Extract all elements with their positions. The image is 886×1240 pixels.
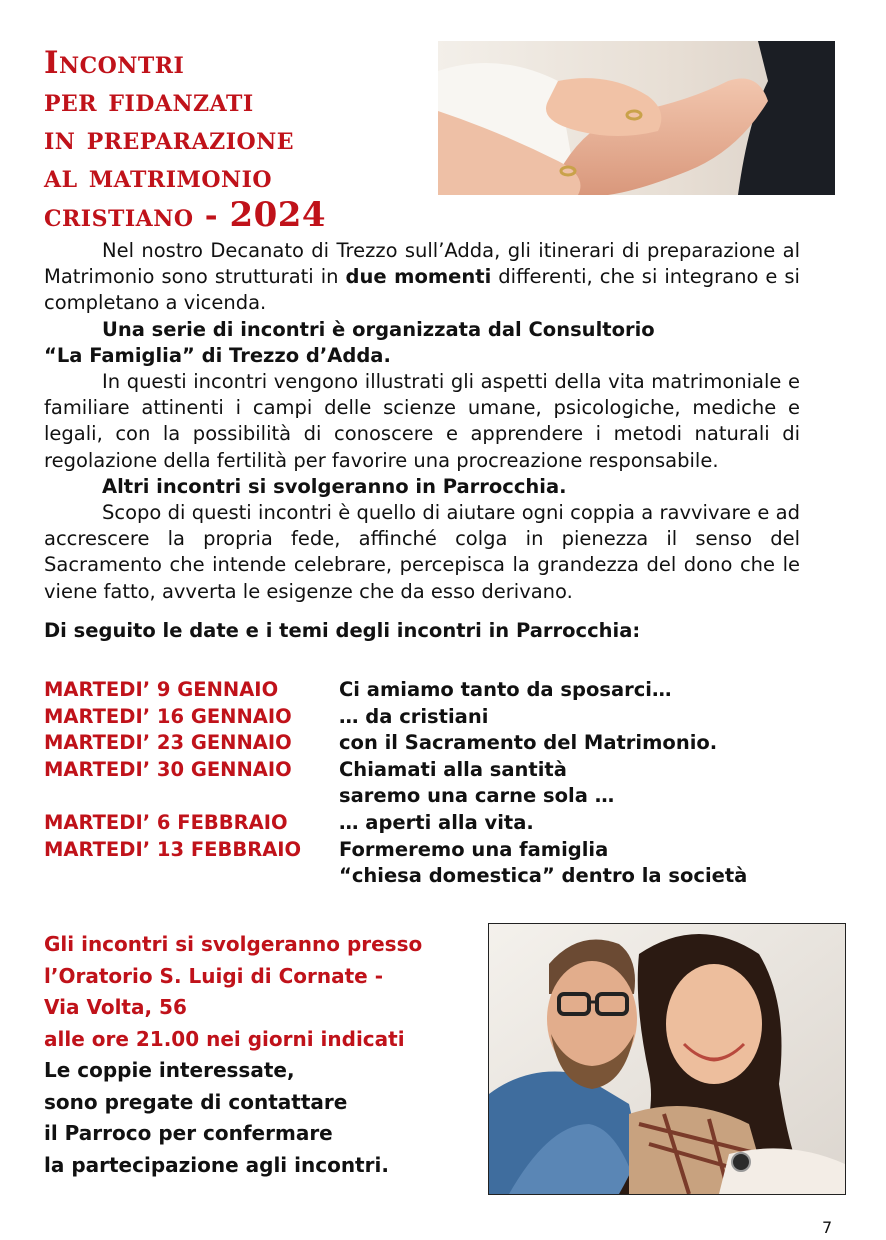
intro-paragraph <box>44 238 800 317</box>
consultorio-heading <box>44 317 800 369</box>
consultorio-line: “La Famiglia” di Trezzo d’Adda. <box>44 343 391 367</box>
schedule-topic: con il Sacramento del Matrimonio. <box>339 731 718 755</box>
schedule-date: MARTEDI’ 23 GENNAIO <box>44 731 292 755</box>
title-line: Incontri <box>44 45 185 81</box>
intro-paragraph: In questi incontri vengono illustrati gli aspetti della vita matrimoniale e familiare attinenti i campi delle scienze umane, psicologiche, mediche e legali, con la possibilità di conoscere e apprendere i metodi naturali di regolazione della fertilità per favorire una procreazione responsabile. <box>44 370 800 472</box>
parrocchia-heading: Altri incontri si svolgeranno in Parrocchia. <box>102 474 567 498</box>
venue-line: l’Oratorio S. Luigi di Cornate - <box>44 963 384 988</box>
intro-paragraph: Scopo di questi incontri è quello di aiutare ogni coppia a ravvivare e ad accrescere la propria fede, affinché colga in pienezza il senso del Sacramento che intende celebrare, percepisca la grandezza del dono che le viene fatto, avverta le esigenze che da esso derivano. <box>44 501 800 603</box>
venue-line: Via Volta, 56 <box>44 995 187 1019</box>
intro-text-part: differenti, che si integrano e si completano a vicenda. <box>44 265 800 315</box>
page-number: 7 <box>822 1218 833 1237</box>
schedule-topic: Ci amiamo tanto da sposarci… <box>339 678 672 701</box>
intro-bold: due momenti <box>345 265 492 289</box>
contact-line: il Parroco per confermare <box>44 1121 333 1145</box>
venue-line: Gli incontri si svolgeranno presso <box>44 932 423 956</box>
title-line-text: cristiano - <box>44 198 230 234</box>
schedule-date: MARTEDI’ 6 FEBBRAIO <box>44 810 288 834</box>
venue-line: alle ore 21.00 nei giorni indicati <box>44 1026 405 1051</box>
contact-line: Le coppie interessate, <box>44 1058 295 1082</box>
title-year: 2024 <box>229 195 327 235</box>
venue-info <box>44 929 464 1181</box>
couple-photo <box>488 923 846 1195</box>
schedule-date: MARTEDI’ 30 GENNAIO <box>44 757 292 781</box>
intro-text-part: Nel nostro Decanato di Trezzo sull’Adda, gli itinerari di preparazione al Matrimonio sono strutturati in <box>44 239 800 289</box>
page-title <box>44 44 424 235</box>
title-line: per fidanzati <box>44 83 254 119</box>
intro-text <box>44 238 800 605</box>
schedule-date: MARTEDI’ 16 GENNAIO <box>44 704 292 728</box>
title-line <box>44 196 424 235</box>
schedule-topic: “chiesa domestica” dentro la società <box>339 864 748 888</box>
wedding-ring-photo <box>438 41 835 195</box>
schedule-topic: Chiamati alla santità <box>339 757 567 781</box>
contact-line: la partecipazione agli incontri. <box>44 1152 389 1177</box>
schedule-topic: saremo una carne sola … <box>339 784 615 808</box>
title-line: in preparazione <box>44 121 295 157</box>
schedule-topic: … da cristiani <box>339 704 489 728</box>
title-line: al matrimonio <box>44 159 273 195</box>
consultorio-line: Una serie di incontri è organizzata dal Consultorio <box>102 317 655 341</box>
contact-line: sono pregate di contattare <box>44 1089 348 1114</box>
schedule-date: MARTEDI’ 9 GENNAIO <box>44 678 279 701</box>
schedule-topic: … aperti alla vita. <box>339 810 534 834</box>
schedule-date: MARTEDI’ 13 FEBBRAIO <box>44 837 302 861</box>
schedule-intro: Di seguito le date e i temi degli incontri in Parrocchia: <box>44 619 641 642</box>
schedule-topic: Formeremo una famiglia <box>339 837 609 861</box>
